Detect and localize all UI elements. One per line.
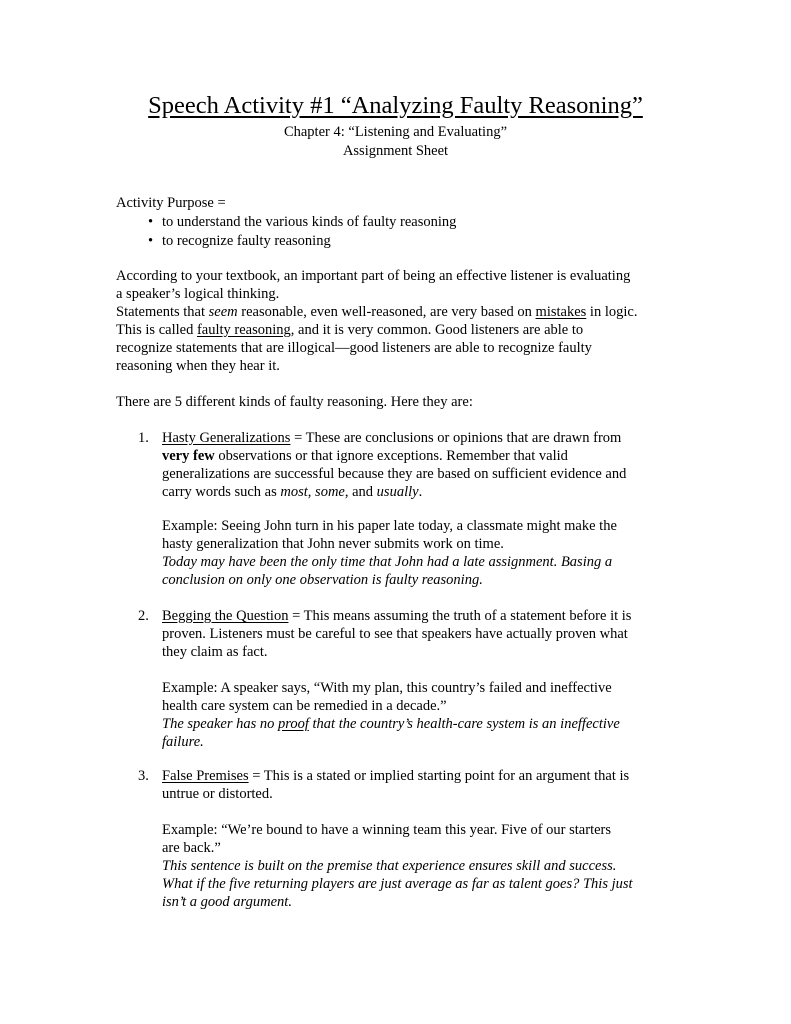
item-3-explanation: isn’t a good argument. — [162, 894, 292, 910]
item-3-explanation: This sentence is built on the premise that experience ensures skill and success. — [162, 858, 617, 874]
item-1-definition: Hasty Generalizations = These are conclusions or opinions that are drawn from — [162, 430, 622, 446]
item-2-explanation: The speaker has no proof that the country’s health-care system is an ineffective — [162, 716, 620, 732]
item-3-example: are back.” — [162, 840, 221, 856]
item-1-explanation: conclusion on only one observation is faulty reasoning. — [162, 572, 483, 588]
item-1-example: hasty generalization that John never submits work on time. — [162, 536, 504, 552]
item-3-example: Example: “We’re bound to have a winning team this year. Five of our starters — [162, 822, 612, 838]
chapter-subtitle: Chapter 4: “Listening and Evaluating” — [283, 124, 508, 140]
item-3-definition: untrue or distorted. — [162, 786, 273, 802]
intro-line: According to your textbook, an important part of being an effective listener is evaluating — [116, 268, 631, 284]
item-number: 3. — [138, 768, 149, 784]
purpose-item: to understand the various kinds of faulty reasoning — [162, 214, 457, 230]
bullet-icon: • — [148, 233, 154, 249]
page-title: Speech Activity #1 “Analyzing Faulty Reasoning” — [148, 92, 643, 119]
bullet-icon: • — [148, 214, 154, 230]
item-1-definition: carry words such as most, some, and usually. — [162, 484, 423, 500]
item-2-example: Example: A speaker says, “With my plan, this country’s failed and ineffective — [162, 680, 612, 696]
item-3-definition: False Premises = This is a stated or implied starting point for an argument that is — [162, 768, 630, 784]
item-3-explanation: What if the five returning players are just average as far as talent goes? This just — [162, 876, 633, 892]
item-2-explanation: failure. — [162, 734, 204, 750]
intro-line: a speaker’s logical thinking. — [116, 286, 280, 302]
item-1-definition: very few observations or that ignore exceptions. Remember that valid — [162, 448, 568, 464]
assignment-sheet-subtitle: Assignment Sheet — [342, 143, 449, 159]
item-1-example: Example: Seeing John turn in his paper late today, a classmate might make the — [162, 518, 617, 534]
item-1-explanation: Today may have been the only time that John had a late assignment. Basing a — [162, 554, 613, 570]
item-1-definition: generalizations are successful because they are based on sufficient evidence and — [162, 466, 627, 482]
intro-line: Statements that seem reasonable, even well-reasoned, are very based on mistakes in logic. — [116, 304, 638, 320]
item-2-definition: they claim as fact. — [162, 644, 268, 660]
item-number: 1. — [138, 430, 149, 446]
item-2-definition: Begging the Question = This means assuming the truth of a statement before it is — [162, 608, 632, 624]
activity-purpose-label: Activity Purpose = — [116, 195, 226, 211]
item-2-example: health care system can be remedied in a decade.” — [162, 698, 447, 714]
intro-line: recognize statements that are illogical—good listeners are able to recognize faulty — [116, 340, 592, 356]
purpose-item: to recognize faulty reasoning — [162, 233, 331, 249]
item-number: 2. — [138, 608, 149, 624]
intro-line: reasoning when they hear it. — [116, 358, 280, 374]
kinds-intro: There are 5 different kinds of faulty reasoning. Here they are: — [116, 394, 473, 410]
item-2-definition: proven. Listeners must be careful to see that speakers have actually proven what — [162, 626, 628, 642]
intro-line: This is called faulty reasoning, and it is very common. Good listeners are able to — [116, 322, 584, 338]
